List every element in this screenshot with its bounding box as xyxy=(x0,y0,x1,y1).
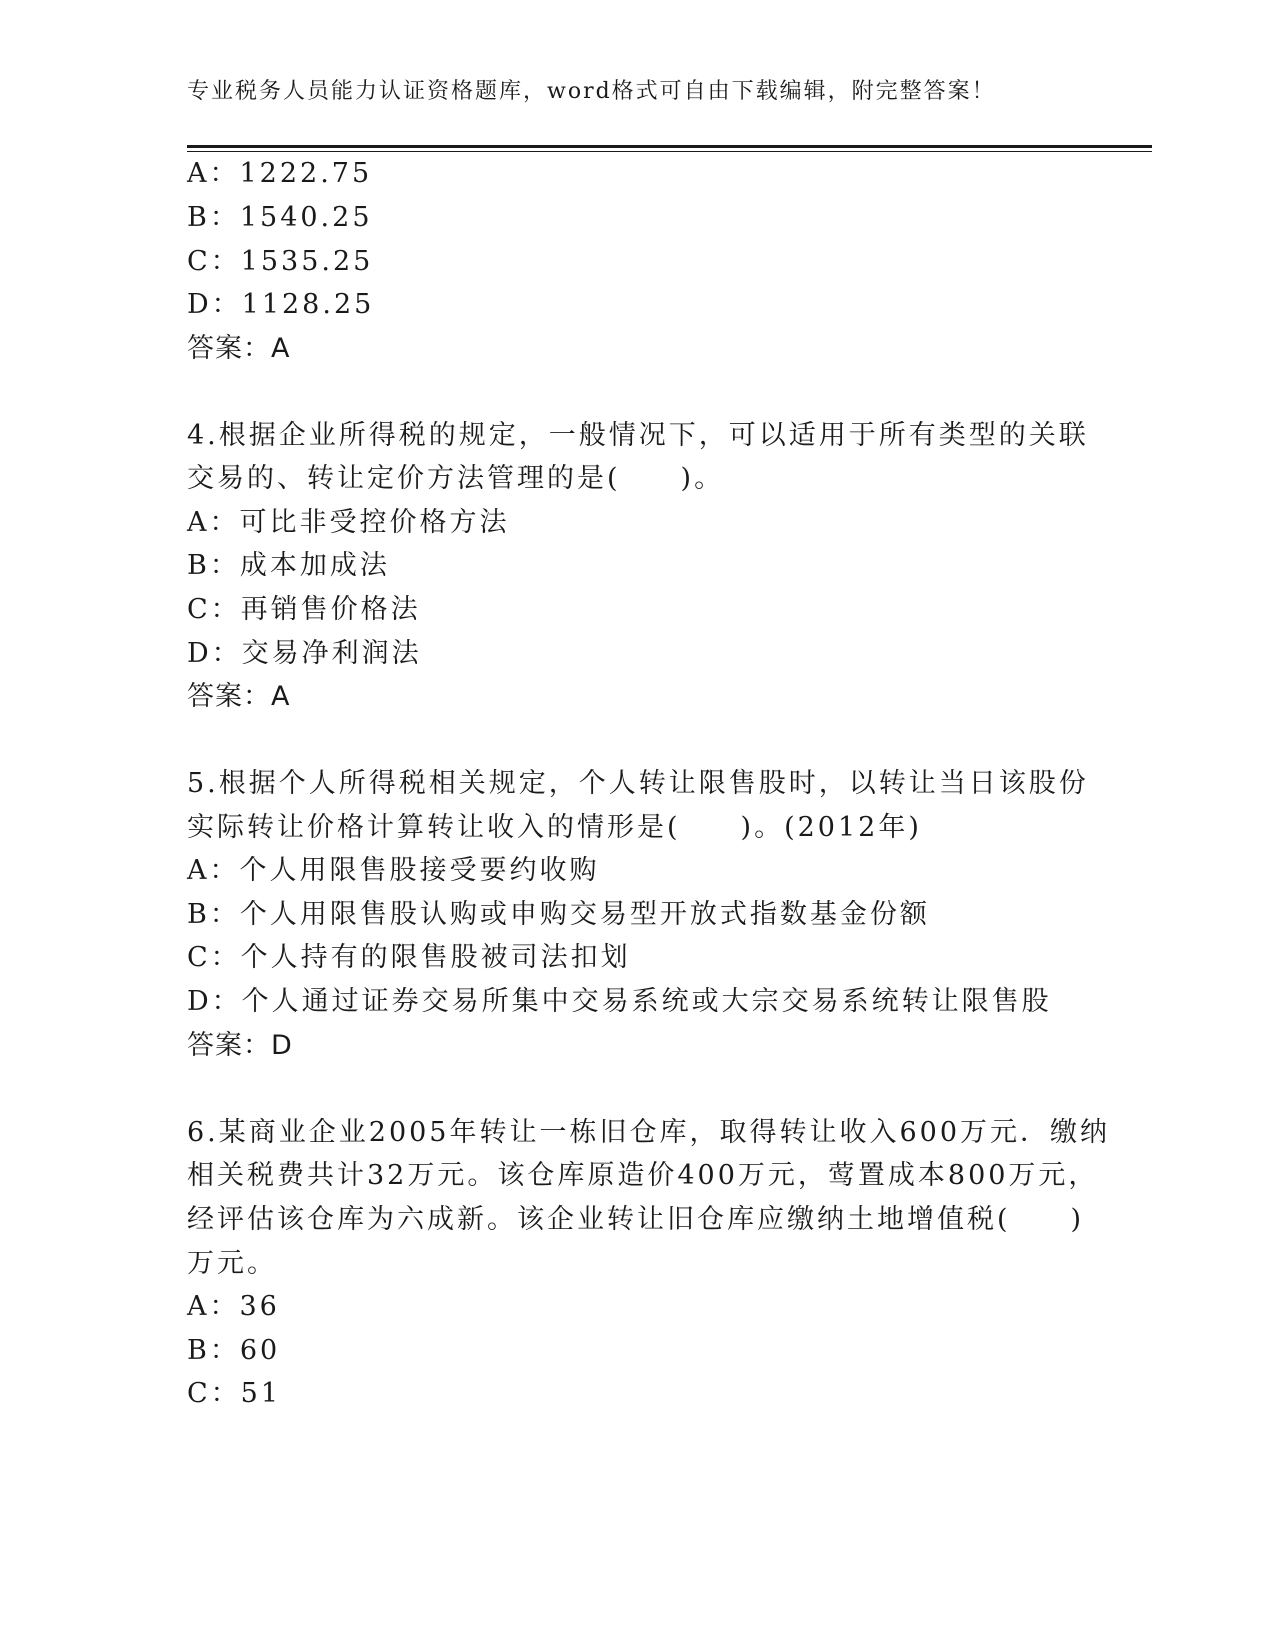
question-stem-line: 交易的、转让定价方法管理的是( )。 xyxy=(187,463,725,494)
answer: 答案：A xyxy=(187,681,291,712)
answer: 答案：D xyxy=(187,1030,293,1061)
option-c: C：再销售价格法 xyxy=(187,594,421,625)
option-d: D：个人通过证券交易所集中交易系统或大宗交易系统转让限售股 xyxy=(187,986,1052,1017)
option-b: B：60 xyxy=(187,1335,281,1366)
option-a: A：个人用限售股接受要约收购 xyxy=(187,855,600,886)
option-d: D：交易净利润法 xyxy=(187,638,422,669)
question-stem-line: 4.根据企业所得税的规定，一般情况下，可以适用于所有类型的关联 xyxy=(187,420,1089,451)
option-b: B：1540.25 xyxy=(187,202,373,233)
header-text: 专业税务人员能力认证资格题库，word格式可自由下载编辑，附完整答案！ xyxy=(187,79,996,104)
header-rule-thick xyxy=(187,145,1152,148)
option-a: A：36 xyxy=(187,1291,280,1322)
option-c: C：51 xyxy=(187,1378,282,1409)
header-rule-thin xyxy=(187,151,1152,152)
question-stem-line: 万元。 xyxy=(187,1248,277,1279)
question-stem-line: 经评估该仓库为六成新。该企业转让旧仓库应缴纳土地增值税( ) xyxy=(187,1204,1085,1235)
option-c: C：个人持有的限售股被司法扣划 xyxy=(187,942,631,973)
option-c: C：1535.25 xyxy=(187,246,374,277)
option-b: B：成本加成法 xyxy=(187,550,390,581)
question-stem-line: 5.根据个人所得税相关规定，个人转让限售股时，以转让当日该股份 xyxy=(187,768,1089,799)
option-a: A：1222.75 xyxy=(187,158,373,189)
option-d: D：1128.25 xyxy=(187,289,375,320)
option-b: B：个人用限售股认购或申购交易型开放式指数基金份额 xyxy=(187,899,930,930)
question-stem-line: 相关税费共计32万元。该仓库原造价400万元，莺置成本800万元， xyxy=(187,1160,1099,1191)
answer: 答案：A xyxy=(187,333,291,364)
question-stem-line: 实际转让价格计算转让收入的情形是( )。(2012年) xyxy=(187,812,922,843)
question-stem-line: 6.某商业企业2005年转让一栋旧仓库，取得转让收入600万元．缴纳 xyxy=(187,1117,1111,1148)
option-a: A：可比非受控价格方法 xyxy=(187,507,510,538)
